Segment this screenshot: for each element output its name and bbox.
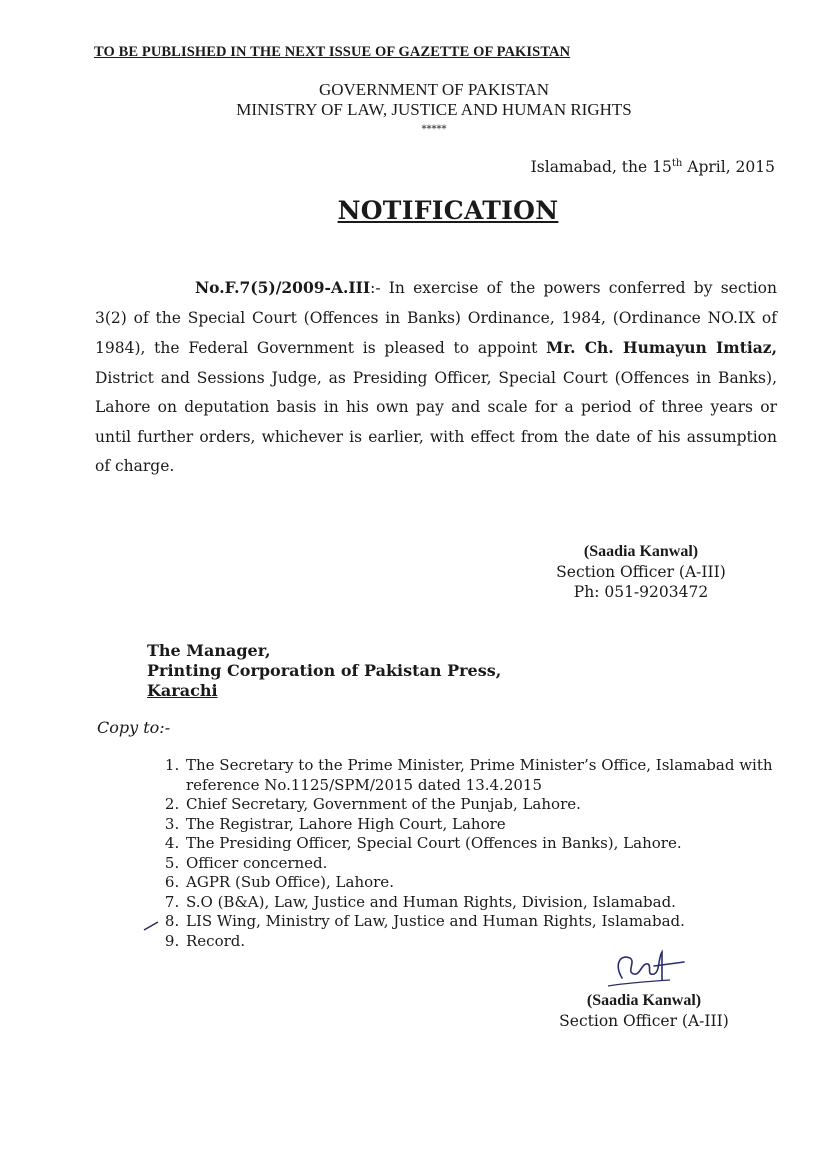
- document-title: NOTIFICATION: [337, 196, 559, 225]
- signatory-designation: Section Officer (A-III): [559, 1012, 729, 1030]
- reference-number: No.F.7(5)/2009-A.III: [195, 278, 371, 297]
- list-item: 9. Record.: [184, 932, 819, 952]
- stars-divider: *****: [421, 124, 447, 135]
- issue-date: Islamabad, the 15th April, 2015: [530, 158, 775, 177]
- list-item: 1. The Secretary to the Prime Minister, Prime Minister’s Office, Islamabad with reference No.1125/SPM/2015 dated 13.4.2015: [184, 756, 819, 795]
- signatory-name: (Saadia Kanwal): [583, 543, 699, 560]
- signatory-name: (Saadia Kanwal): [586, 992, 702, 1009]
- list-item: 5. Officer concerned.: [184, 854, 819, 874]
- addressee-city: Karachi: [147, 681, 218, 700]
- signatory-block-bottom: [555, 991, 733, 1031]
- signatory-designation: Section Officer (A-III): [556, 563, 726, 581]
- list-item: 4. The Presiding Officer, Special Court (Offences in Banks), Lahore.: [184, 834, 819, 854]
- signatory-block-top: [554, 541, 728, 602]
- government-heading: GOVERNMENT OF PAKISTAN: [318, 80, 550, 99]
- list-item: 6. AGPR (Sub Office), Lahore.: [184, 873, 819, 893]
- copy-to-label: Copy to:-: [97, 718, 171, 737]
- addressee-line-1: The Manager,: [147, 641, 271, 660]
- addressee-line-2: Printing Corporation of Pakistan Press,: [147, 661, 502, 680]
- tick-mark: [142, 918, 162, 934]
- gazette-heading: TO BE PUBLISHED IN THE NEXT ISSUE OF GAZETTE OF PAKISTAN: [94, 44, 571, 60]
- list-item: 7. S.O (B&A), Law, Justice and Human Rights, Division, Islamabad.: [184, 893, 819, 913]
- copy-to-list: [140, 756, 819, 951]
- signatory-phone: Ph: 051-9203472: [573, 583, 709, 601]
- list-item: 2. Chief Secretary, Government of the Punjab, Lahore.: [184, 795, 819, 815]
- list-item: 3. The Registrar, Lahore High Court, Lahore: [184, 815, 819, 835]
- appointee-name: Mr. Ch. Humayun Imtiaz,: [546, 338, 777, 357]
- list-item: 8. LIS Wing, Ministry of Law, Justice and Human Rights, Islamabad.: [184, 912, 819, 932]
- notification-body: No.F.7(5)/2009-A.III:- In exercise of the powers conferred by section 3(2) of the Special Court (Offences in Banks) Ordinance, 1984, (Ordinance NO.IX of 1984), the Federal Government is pleased to appoint Mr. Ch. Humayun Imtiaz, District and Sessions Judge, as Presiding Officer, Special Court (Offences in Banks), Lahore on deputation basis in his own pay and scale for a period of three years or until further orders, whichever is earlier, with effect from the date of his assumption of charge.: [95, 278, 777, 475]
- ministry-heading: MINISTRY OF LAW, JUSTICE AND HUMAN RIGHTS: [236, 100, 632, 119]
